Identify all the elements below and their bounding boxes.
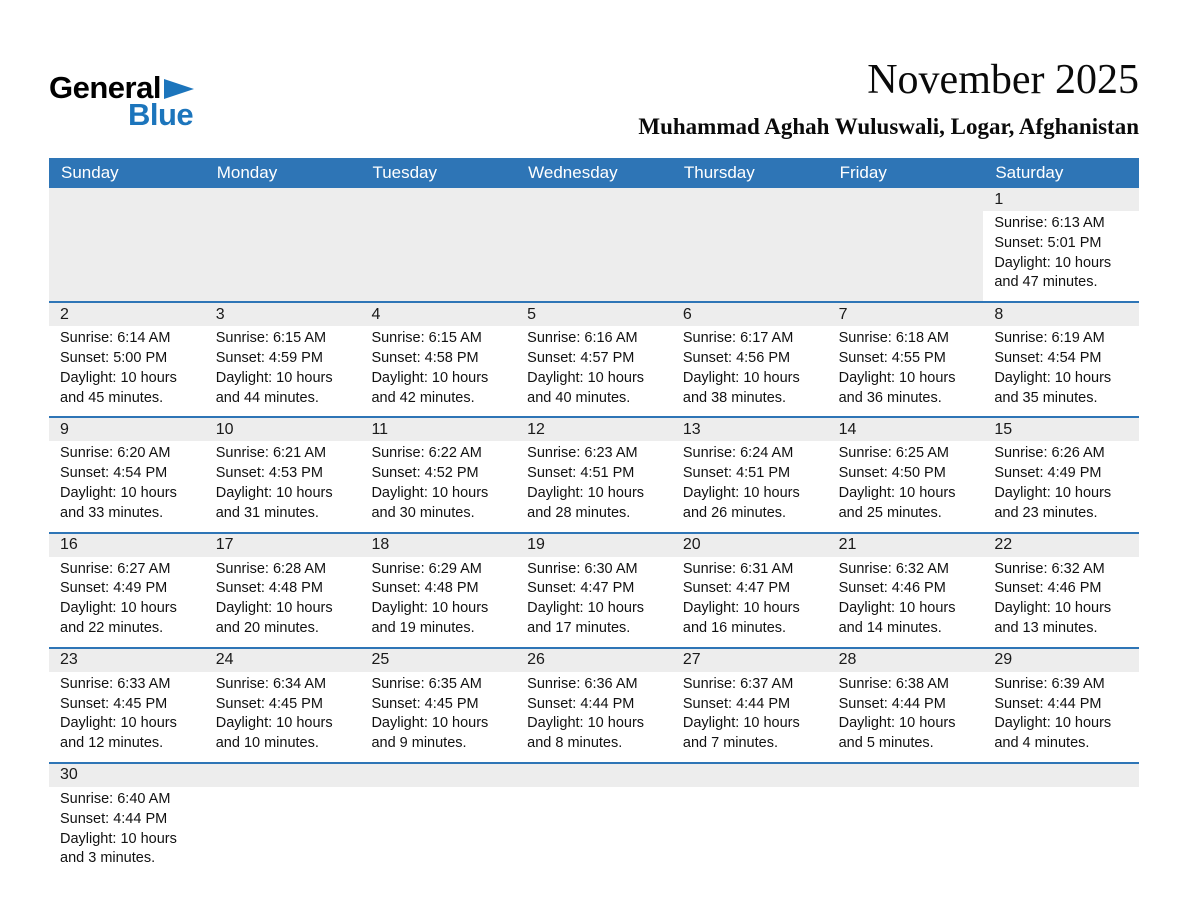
sunrise-text: Sunrise: 6:23 AM [527,445,638,462]
page-header [0,0,1188,158]
day-number-band [49,418,205,441]
calendar-table [49,158,1139,877]
daylight-minutes-text: and 31 minutes. [215,504,319,521]
sunset-text: Sunset: 4:47 PM [527,580,635,597]
sunset-text: Sunset: 4:44 PM [994,695,1102,712]
sunrise-text: Sunrise: 6:33 AM [60,675,171,692]
day-number-band [672,418,828,441]
sunset-text: Sunset: 4:44 PM [527,695,635,712]
day-number-band [360,649,516,672]
day-details [360,557,516,647]
day-cell-24 [205,649,361,762]
sunrise-text: Sunrise: 6:26 AM [994,445,1105,462]
sunrise-text: Sunrise: 6:31 AM [682,560,794,577]
day-number: 1 [994,190,1004,208]
day-number-band [828,418,984,441]
weekday-header-row [49,158,1139,188]
day-number: 11 [371,420,389,438]
day-cell-28 [828,649,984,762]
day-details [983,441,1139,531]
weekday-thursday: Thursday [683,163,755,182]
sunrise-text: Sunrise: 6:18 AM [838,330,950,347]
day-number: 5 [527,305,537,323]
daylight-minutes-text: and 5 minutes. [838,735,934,752]
day-number: 24 [215,651,234,669]
day-cell-18 [360,534,516,647]
logo-text-blue: Blue [128,97,194,132]
day-number-band [672,649,828,672]
sunrise-text: Sunrise: 6:39 AM [994,675,1105,692]
empty-cell [828,188,984,301]
day-number-band [205,649,361,672]
sunset-text: Sunset: 4:44 PM [682,695,791,712]
weekday-saturday: Saturday [995,163,1064,182]
general-blue-logo [49,58,194,130]
day-details [360,326,516,416]
daylight-hours-text: Daylight: 10 hours [527,715,645,732]
daylight-minutes-text: and 22 minutes. [60,619,164,636]
sunset-text: Sunset: 4:46 PM [838,580,946,597]
day-number-band [360,418,516,441]
sunset-text: Sunset: 4:52 PM [371,465,479,482]
day-number: 4 [371,305,381,323]
day-number: 7 [838,305,848,323]
daylight-hours-text: Daylight: 10 hours [371,715,489,732]
daylight-hours-text: Daylight: 10 hours [682,484,800,501]
day-details [205,441,361,531]
sunset-text: Sunset: 4:53 PM [215,465,323,482]
sunrise-text: Sunrise: 6:15 AM [371,330,482,347]
daylight-hours-text: Daylight: 10 hours [838,369,956,386]
day-cell-5 [516,303,672,416]
daylight-hours-text: Daylight: 10 hours [215,715,333,732]
day-cell-21 [828,534,984,647]
page-title: November 2025 [867,57,1139,103]
sunset-text: Sunset: 5:00 PM [60,349,168,366]
day-number: 15 [994,420,1013,438]
sunrise-text: Sunrise: 6:27 AM [60,560,171,577]
daylight-minutes-text: and 26 minutes. [682,504,787,521]
daylight-hours-text: Daylight: 10 hours [994,715,1112,732]
day-number: 16 [60,536,78,554]
daylight-hours-text: Daylight: 10 hours [60,830,177,847]
week-row [49,647,1139,762]
day-details [360,672,516,762]
daylight-hours-text: Daylight: 10 hours [371,484,489,501]
sunset-text: Sunset: 4:45 PM [215,695,323,712]
day-number-band [983,303,1139,326]
day-cell-23 [49,649,205,762]
daylight-minutes-text: and 19 minutes. [371,619,475,636]
day-cell-22 [983,534,1139,647]
daylight-minutes-text: and 36 minutes. [838,389,942,406]
day-details [516,441,672,531]
sunset-text: Sunset: 4:50 PM [838,465,946,482]
day-number: 26 [527,651,545,669]
week-row [49,762,1139,877]
sunrise-text: Sunrise: 6:21 AM [215,445,327,462]
day-cell-10 [205,418,361,531]
day-details [672,672,828,762]
day-cell-30 [49,764,205,877]
day-number-band [828,649,984,672]
sunset-text: Sunset: 4:45 PM [371,695,479,712]
day-number-band [360,534,516,557]
day-cell-4 [360,303,516,416]
daylight-minutes-text: and 38 minutes. [682,389,787,406]
daylight-minutes-text: and 25 minutes. [838,504,942,521]
empty-cell [205,764,361,877]
sunset-text: Sunset: 4:56 PM [682,349,791,366]
sunrise-text: Sunrise: 6:35 AM [371,675,482,692]
day-number-band [49,303,205,326]
day-number-band [205,764,361,787]
day-number-band [672,303,828,326]
day-cell-20 [672,534,828,647]
day-number: 13 [682,420,701,438]
daylight-hours-text: Daylight: 10 hours [994,369,1112,386]
sunset-text: Sunset: 4:49 PM [60,580,168,597]
daylight-minutes-text: and 7 minutes. [682,735,778,752]
sunrise-text: Sunrise: 6:24 AM [682,445,794,462]
empty-cell [360,764,516,877]
day-cell-27 [672,649,828,762]
day-number-band [49,649,205,672]
day-details [672,557,828,647]
sunrise-text: Sunrise: 6:28 AM [215,560,327,577]
day-number-band [983,649,1139,672]
sunrise-text: Sunrise: 6:14 AM [60,330,171,347]
sunrise-text: Sunrise: 6:37 AM [682,675,794,692]
day-details [49,326,205,416]
page-subtitle: Muhammad Aghah Wuluswali, Logar, Afghanistan [638,114,1139,140]
sunrise-text: Sunrise: 6:19 AM [994,330,1105,347]
sunset-text: Sunset: 4:57 PM [527,349,635,366]
empty-cell [672,188,828,301]
sunset-text: Sunset: 4:54 PM [60,465,168,482]
day-details [828,441,984,531]
day-details [672,441,828,531]
day-cell-14 [828,418,984,531]
daylight-minutes-text: and 14 minutes. [838,619,942,636]
day-number: 8 [994,305,1004,323]
day-number: 3 [215,305,225,323]
empty-cell [828,764,984,877]
day-cell-26 [516,649,672,762]
daylight-minutes-text: and 10 minutes. [215,735,319,752]
day-number-band [828,534,984,557]
day-details [983,211,1139,301]
daylight-hours-text: Daylight: 10 hours [838,600,956,617]
day-number-band [49,534,205,557]
day-details [672,326,828,416]
day-number-band [516,649,672,672]
day-details [205,557,361,647]
day-number: 10 [215,420,234,438]
sunrise-text: Sunrise: 6:16 AM [527,330,638,347]
day-number: 6 [682,305,692,323]
sunset-text: Sunset: 4:48 PM [371,580,479,597]
sunset-text: Sunset: 5:01 PM [994,234,1102,251]
daylight-minutes-text: and 23 minutes. [994,504,1098,521]
day-cell-12 [516,418,672,531]
daylight-minutes-text: and 16 minutes. [682,619,787,636]
day-cell-25 [360,649,516,762]
day-number-band [516,418,672,441]
daylight-hours-text: Daylight: 10 hours [527,600,645,617]
daylight-minutes-text: and 47 minutes. [994,274,1098,291]
daylight-minutes-text: and 20 minutes. [215,619,319,636]
title-block [638,58,1139,140]
calendar-weeks [49,188,1139,877]
daylight-hours-text: Daylight: 10 hours [215,600,333,617]
sunset-text: Sunset: 4:46 PM [994,580,1102,597]
day-details [828,326,984,416]
sunrise-text: Sunrise: 6:30 AM [527,560,638,577]
day-cell-3 [205,303,361,416]
day-number-band [983,764,1139,787]
day-cell-17 [205,534,361,647]
sunset-text: Sunset: 4:58 PM [371,349,479,366]
sunrise-text: Sunrise: 6:40 AM [60,790,171,807]
daylight-hours-text: Daylight: 10 hours [60,484,177,501]
day-number: 14 [838,420,857,438]
daylight-minutes-text: and 42 minutes. [371,389,475,406]
daylight-minutes-text: and 44 minutes. [215,389,319,406]
day-cell-15 [983,418,1139,531]
sunrise-text: Sunrise: 6:32 AM [994,560,1105,577]
daylight-minutes-text: and 8 minutes. [527,735,623,752]
sunset-text: Sunset: 4:47 PM [682,580,791,597]
daylight-hours-text: Daylight: 10 hours [215,484,333,501]
daylight-hours-text: Daylight: 10 hours [682,369,800,386]
sunset-text: Sunset: 4:54 PM [994,349,1102,366]
day-cell-11 [360,418,516,531]
day-cell-8 [983,303,1139,416]
day-number-band [516,534,672,557]
day-cell-19 [516,534,672,647]
daylight-hours-text: Daylight: 10 hours [371,369,489,386]
day-number-band [205,418,361,441]
day-number-band [49,764,205,787]
day-number: 23 [60,651,78,669]
sunset-text: Sunset: 4:51 PM [682,465,791,482]
empty-cell [672,764,828,877]
sunrise-text: Sunrise: 6:13 AM [994,215,1105,231]
day-number: 18 [371,536,390,554]
sunset-text: Sunset: 4:59 PM [215,349,323,366]
weekday-monday: Monday [216,163,278,182]
daylight-minutes-text: and 9 minutes. [371,735,467,752]
daylight-hours-text: Daylight: 10 hours [994,600,1112,617]
empty-cell [360,188,516,301]
daylight-hours-text: Daylight: 10 hours [527,484,645,501]
week-row [49,532,1139,647]
day-details [205,672,361,762]
daylight-minutes-text: and 45 minutes. [60,389,164,406]
day-number: 27 [682,651,701,669]
day-number-band [516,764,672,787]
day-number-band [672,764,828,787]
day-number-band [360,764,516,787]
day-details [49,557,205,647]
day-details [360,441,516,531]
day-details [516,557,672,647]
weekday-sunday: Sunday [61,163,119,182]
day-number: 29 [994,651,1013,669]
day-cell-9 [49,418,205,531]
day-details [49,672,205,762]
sunrise-text: Sunrise: 6:17 AM [682,330,794,347]
sunset-text: Sunset: 4:48 PM [215,580,323,597]
daylight-minutes-text: and 3 minutes. [60,850,156,867]
week-row [49,416,1139,531]
day-number: 12 [527,420,545,438]
weekday-friday: Friday [839,163,887,182]
day-details [828,557,984,647]
sunset-text: Sunset: 4:55 PM [838,349,946,366]
day-cell-7 [828,303,984,416]
day-number-band [360,303,516,326]
week-row [49,301,1139,416]
daylight-hours-text: Daylight: 10 hours [527,369,645,386]
day-number-band [983,188,1139,211]
sunset-text: Sunset: 4:51 PM [527,465,635,482]
day-cell-13 [672,418,828,531]
day-details [49,441,205,531]
daylight-hours-text: Daylight: 10 hours [60,715,177,732]
day-number: 17 [215,536,234,554]
day-cell-16 [49,534,205,647]
daylight-hours-text: Daylight: 10 hours [682,715,800,732]
day-number-band [672,534,828,557]
day-number: 25 [371,651,390,669]
day-number-band [828,764,984,787]
weekday-tuesday: Tuesday [372,163,438,182]
day-details [983,326,1139,416]
sunset-text: Sunset: 4:45 PM [60,695,168,712]
day-number-band [205,303,361,326]
week-row [49,188,1139,301]
sunrise-text: Sunrise: 6:20 AM [60,445,171,462]
daylight-hours-text: Daylight: 10 hours [371,600,489,617]
daylight-minutes-text: and 40 minutes. [527,389,631,406]
empty-cell [49,188,205,301]
day-details [516,326,672,416]
empty-cell [983,764,1139,877]
daylight-hours-text: Daylight: 10 hours [994,484,1112,501]
day-number: 2 [60,305,69,323]
day-number-band [516,303,672,326]
daylight-hours-text: Daylight: 10 hours [838,715,956,732]
daylight-minutes-text: and 17 minutes. [527,619,631,636]
day-number-band [983,418,1139,441]
sunset-text: Sunset: 4:44 PM [60,810,168,827]
day-number-band [205,534,361,557]
daylight-minutes-text: and 13 minutes. [994,619,1098,636]
sunrise-text: Sunrise: 6:29 AM [371,560,482,577]
daylight-minutes-text: and 35 minutes. [994,389,1098,406]
day-details [49,787,205,877]
day-number-band [828,303,984,326]
daylight-hours-text: Daylight: 10 hours [215,369,333,386]
day-number: 22 [994,536,1013,554]
day-details [828,672,984,762]
sunset-text: Sunset: 4:49 PM [994,465,1102,482]
day-number-band [983,534,1139,557]
daylight-minutes-text: and 12 minutes. [60,735,164,752]
daylight-minutes-text: and 33 minutes. [60,504,164,521]
weekday-wednesday: Wednesday [528,163,618,182]
day-details [205,326,361,416]
sunrise-text: Sunrise: 6:34 AM [215,675,327,692]
day-cell-6 [672,303,828,416]
empty-cell [516,764,672,877]
daylight-hours-text: Daylight: 10 hours [838,484,956,501]
day-details [983,557,1139,647]
daylight-minutes-text: and 30 minutes. [371,504,475,521]
sunrise-text: Sunrise: 6:22 AM [371,445,482,462]
daylight-hours-text: Daylight: 10 hours [994,254,1112,271]
sunrise-text: Sunrise: 6:32 AM [838,560,950,577]
empty-cell [516,188,672,301]
daylight-minutes-text: and 28 minutes. [527,504,631,521]
day-cell-2 [49,303,205,416]
day-number: 28 [838,651,857,669]
sunrise-text: Sunrise: 6:15 AM [215,330,327,347]
empty-cell [205,188,361,301]
day-cell-1 [983,188,1139,301]
daylight-minutes-text: and 4 minutes. [994,735,1090,752]
day-details [516,672,672,762]
sunrise-text: Sunrise: 6:25 AM [838,445,950,462]
daylight-hours-text: Daylight: 10 hours [682,600,800,617]
daylight-hours-text: Daylight: 10 hours [60,600,177,617]
day-number: 19 [527,536,545,554]
day-number: 20 [682,536,701,554]
sunrise-text: Sunrise: 6:38 AM [838,675,950,692]
day-cell-29 [983,649,1139,762]
day-details [983,672,1139,762]
day-number: 30 [60,766,78,784]
sunrise-text: Sunrise: 6:36 AM [527,675,638,692]
day-number: 21 [838,536,857,554]
daylight-hours-text: Daylight: 10 hours [60,369,177,386]
logo-text-general: General [49,70,161,105]
day-number: 9 [60,420,69,438]
sunset-text: Sunset: 4:44 PM [838,695,946,712]
